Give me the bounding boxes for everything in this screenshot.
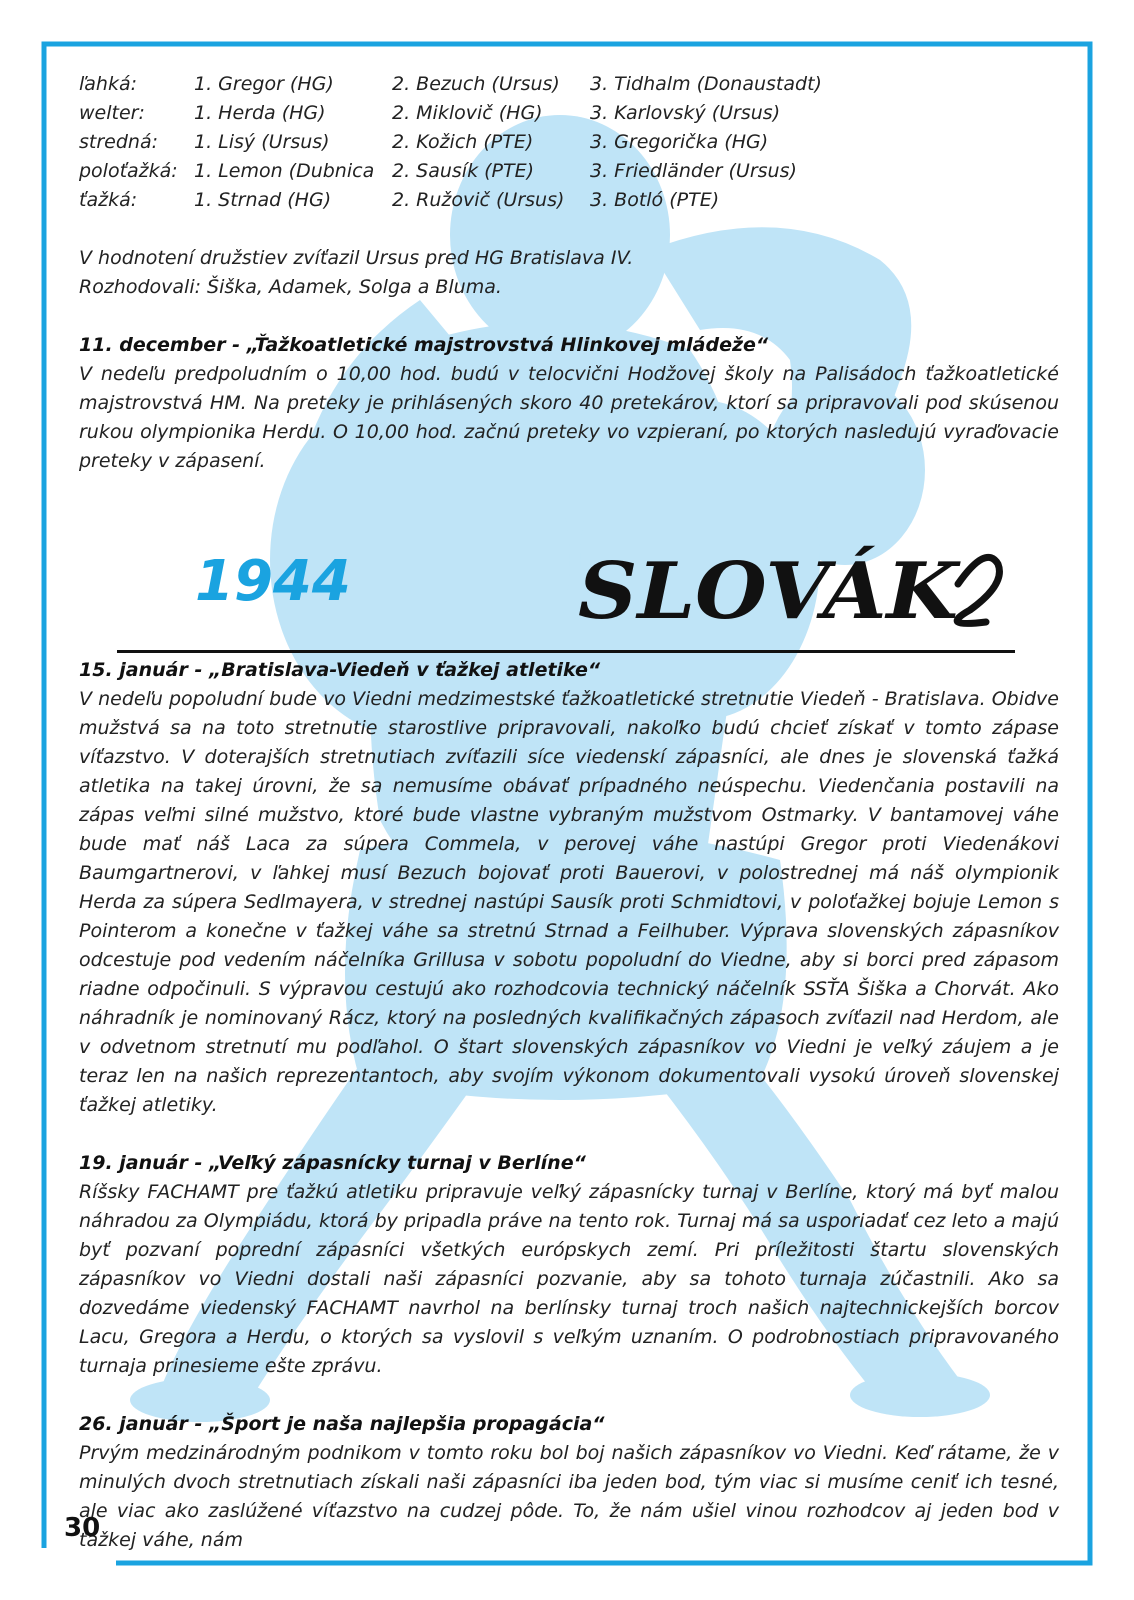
first-place: 1. Herda (HG) — [194, 102, 326, 124]
team-result: V hodnotení družstiev zvíťazil Ursus pred HG Bratislava IV. — [79, 247, 634, 269]
result-row — [79, 99, 839, 128]
third-place: 3. Tidhalm (Donaustadt) — [590, 73, 822, 95]
article-heading: 26. január - „Šport je naša najlepšia propagácia“ — [79, 1413, 605, 1435]
second-place: 2. Ružovič (Ursus) — [392, 189, 565, 211]
second-place: 2. Bezuch (Ursus) — [392, 73, 560, 95]
article-1944-2 — [79, 1149, 1059, 1381]
result-row — [79, 128, 839, 157]
article-body: V nedeľu popoludní bude vo Viedni medzimestské ťažkoatletické stretnutie Viedeň - Bratislava. Obidve mužstvá sa na toto stretnutie starostlive pripravovali, nakoľko budú chcieť získať v tomto zápase víťazstvo. V doterajších stretnutiach zvíťazili síce viedenskí zápasníci, ale dnes je slovenská ťažká atletika na takej úrovni, že sa nemusíme obávať prípadného neúspechu. Viedenčania postavili na zápas veľmi silné mužstvo, ktoré bude vlastne vybraným mužstvom Ostmarky. V bantamovej váhe bude mať náš Laca za súpera Commela, v perovej váhe nastúpi Gregor proti Viedenákovi Baumgartnerovi, v ľahkej musí Bezuch bojovať proti Bauerovi, v polostrednej má náš olympionik Herda za súpera Sedlmayera, v strednej nastúpi Sausík proti Schmidtovi, v poloťažkej bojuje Lemon s Pointerom a konečne v ťažkej váhe sa stretnú Strnad a Feilhuber. Výprava slovenských zápasníkov odcestuje pod vedením náčelníka Grillusa v sobotu popoludní do Viedne, aby si borci pred zápasom riadne odpočinuli. S výpravou cestujú ako rozhodcovia technický náčelník SSŤA Šiška a Chorvát. Ako náhradník je nominovaný Rácz, ktorý na posledných kvalifikačných zápasoch zvíťazil nad Herdom, ale v odvetnom stretnutí mu podľahol. O štart slovenských zápasníkov vo Viedni je veľký záujem a je teraz len na našich reprezentantoch, aby svojím výkonom dokumentovali vysokú úroveň slovenskej ťažkej atletiky. — [79, 688, 1059, 1116]
article-1944-1 — [79, 656, 1059, 1120]
third-place: 3. Gregorička (HG) — [590, 131, 769, 153]
second-place: 2. Sausík (PTE) — [392, 160, 535, 182]
article-1944-3 — [79, 1410, 1059, 1555]
first-place: 1. Lisý (Ursus) — [194, 131, 330, 153]
first-place: 1. Gregor (HG) — [194, 73, 334, 95]
weight-category: poloťažká: — [79, 160, 178, 182]
weight-category: welter: — [79, 102, 145, 124]
first-place: 1. Lemon (Dubnica — [194, 160, 375, 182]
article-1943 — [79, 331, 1059, 476]
slovak-newspaper-logo — [566, 536, 1006, 636]
article-body: Prvým medzinárodným podnikom v tomto roku bol boj našich zápasníkov vo Viedni. Keď rátame, že v minulých dvoch stretnutiach získali naši zápasníci iba jeden bod, tým viac si musíme ceniť ich tesné, ale viac ako zaslúžené víťazstvo na cudzej pôde. To, že nám ušiel vinou rozhodcov aj jeden bod v ťažkej váhe, nám — [79, 1442, 1059, 1551]
second-place: 2. Miklovič (HG) — [392, 102, 543, 124]
weight-category: stredná: — [79, 131, 158, 153]
article-body: Ríšsky FACHAMT pre ťažkú atletiku pripravuje veľký zápasnícky turnaj v Berlíne, ktorý má byť malou náhradou za Olympiádu, ktorá by pripadla práve na tento rok. Turnaj má sa usporiadať cez leto a majú byť pozvaní poprední zápasníci všetkých európskych zemí. Pri príležitosti štartu slovenských zápasníkov vo Viedni dostali naši zápasníci pozvanie, aby sa tohoto turnaja zúčastnili. Ako sa dozvedáme viedenský FACHAMT navrhol na berlínsky turnaj troch našich najtechnickejších borcov Lacu, Gregora a Herdu, o ktorých sa vyslovil s veľkým uznaním. O podrobnostiach pripravovaného turnaja prinesieme ešte zprávu. — [79, 1181, 1059, 1377]
article-heading: 15. január - „Bratislava-Viedeň v ťažkej atletike“ — [79, 659, 601, 681]
result-row — [79, 157, 839, 186]
page-number: 30 — [64, 1513, 101, 1543]
second-place: 2. Kožich (PTE) — [392, 131, 534, 153]
result-row — [79, 70, 839, 99]
year-section — [79, 476, 1059, 656]
result-row — [79, 186, 839, 215]
third-place: 3. Friedländer (Ursus) — [590, 160, 797, 182]
article-heading: 11. december - „Ťažkoatletické majstrovstvá Hlinkovej mládeže“ — [79, 334, 769, 356]
article-body: V nedeľu predpoludním o 10,00 hod. budú v telocvični Hodžovej školy na Palisádoch ťažkoatletické majstrovstvá HM. Na preteky je prihlásených skoro 40 pretekárov, ktorí sa pripravovali pod skúsenou rukou olympionika Herdu. O 10,00 hod. začnú preteky vo vzpieraní, po ktorých nasledujú vyraďovacie preteky v zápasení. — [79, 363, 1059, 472]
first-place: 1. Strnad (HG) — [194, 189, 332, 211]
third-place: 3. Botló (PTE) — [590, 189, 720, 211]
third-place: 3. Karlovský (Ursus) — [590, 102, 781, 124]
results-table — [79, 70, 839, 215]
year-heading: 1944 — [195, 549, 351, 614]
logo-text: SLOVÁK — [578, 546, 939, 636]
page-content — [79, 70, 1059, 1555]
weight-category: ľahká: — [79, 73, 138, 95]
weight-category: ťažká: — [79, 189, 138, 211]
section-divider — [117, 650, 1015, 653]
referees: Rozhodovali: Šiška, Adamek, Solga a Bluma. — [79, 276, 502, 298]
article-heading: 19. január - „Veľký zápasnícky turnaj v Berlíne“ — [79, 1152, 586, 1174]
